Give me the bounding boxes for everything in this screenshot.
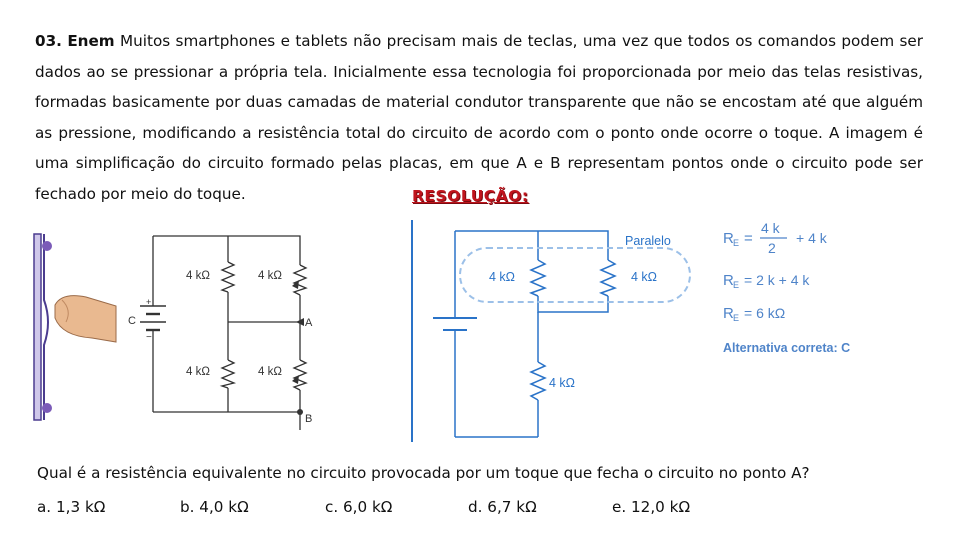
eq1-subscript: E: [733, 238, 740, 248]
option-a[interactable]: a. 1,3 kΩ: [37, 498, 106, 516]
option-e[interactable]: e. 12,0 kΩ: [612, 498, 691, 516]
answer-text: Alternativa correta: C: [723, 341, 851, 355]
eq3-subscript: E: [733, 313, 740, 323]
resistor-bottom-right: [294, 360, 306, 390]
left-circuit: [34, 234, 313, 430]
eq2-lhs: R: [723, 272, 734, 289]
screen-layer-inner: [44, 234, 48, 420]
point-a-label: A: [305, 317, 313, 329]
eq2-rhs: = 2 k + 4 k: [744, 272, 810, 288]
equations: [723, 220, 850, 355]
resistor-tl-label: 4 kΩ: [186, 270, 210, 282]
eq1-numerator: 4 k: [761, 220, 780, 236]
battery-symbol: [140, 306, 166, 330]
eq3-lhs: R: [723, 305, 734, 322]
parallel-label: Paralelo: [625, 234, 671, 248]
option-c[interactable]: c. 6,0 kΩ: [325, 498, 393, 516]
option-d[interactable]: d. 6,7 kΩ: [468, 498, 537, 516]
contact-dot-top: [42, 241, 52, 251]
battery-label: C: [128, 315, 136, 327]
option-b[interactable]: b. 4,0 kΩ: [180, 498, 249, 516]
eq1-equals: =: [744, 230, 753, 247]
eq1-lhs: R: [723, 230, 734, 247]
eq1-plus: + 4 k: [796, 230, 827, 246]
resistor-bottom-blue: [531, 362, 545, 400]
resistor-left-blue: [531, 260, 545, 296]
resistor-right-label: 4 kΩ: [631, 270, 658, 284]
resistor-bottom-label: 4 kΩ: [549, 376, 576, 390]
resistor-right-blue: [601, 260, 615, 296]
question-number: 03.: [35, 32, 62, 50]
right-circuit: [412, 220, 690, 442]
eq2-subscript: E: [733, 280, 740, 290]
resistor-br-label: 4 kΩ: [258, 366, 282, 378]
screen-layer-outer: [34, 234, 41, 420]
eq1-denominator: 2: [768, 240, 776, 256]
resolution-heading: RESOLUÇÃO:: [412, 187, 529, 205]
battery-minus: −: [146, 332, 152, 343]
battery-plus: +: [146, 297, 152, 307]
finger-icon: [55, 296, 116, 342]
eq3-rhs: = 6 kΩ: [744, 305, 786, 321]
question-prompt: Qual é a resistência equivalente no circuito provocada por um toque que fecha o circuito no ponto A?: [37, 464, 810, 482]
resistor-bottom-left: [222, 360, 234, 388]
resistor-tr-label: 4 kΩ: [258, 270, 282, 282]
resistor-bl-label: 4 kΩ: [186, 366, 210, 378]
contact-dot-bottom: [42, 403, 52, 413]
point-b-marker: [297, 409, 303, 415]
point-b-label: B: [305, 413, 313, 425]
question-text: Muitos smartphones e tablets não precisam mais de teclas, uma vez que todos os comandos podem ser dados ao se pressionar a própria tela. Inicialmente essa tecnologia foi proporcionada por meio das telas resistivas, formadas basicamente por duas camadas de material condutor transparente que não se encostam até que alguém as pressione, modificando a resistência total do circuito de acordo com o ponto onde ocorre o toque. A imagem é uma simplificação do circuito formado pelas placas, em que A e B representam pontos onde o circuito pode ser fechado por meio do toque.: [35, 32, 924, 203]
resistor-left-label: 4 kΩ: [489, 270, 516, 284]
question-source: Enem: [67, 32, 115, 50]
resistor-top-left: [222, 262, 234, 292]
battery-symbol-blue: [433, 318, 477, 330]
resistor-top-right: [294, 265, 306, 295]
